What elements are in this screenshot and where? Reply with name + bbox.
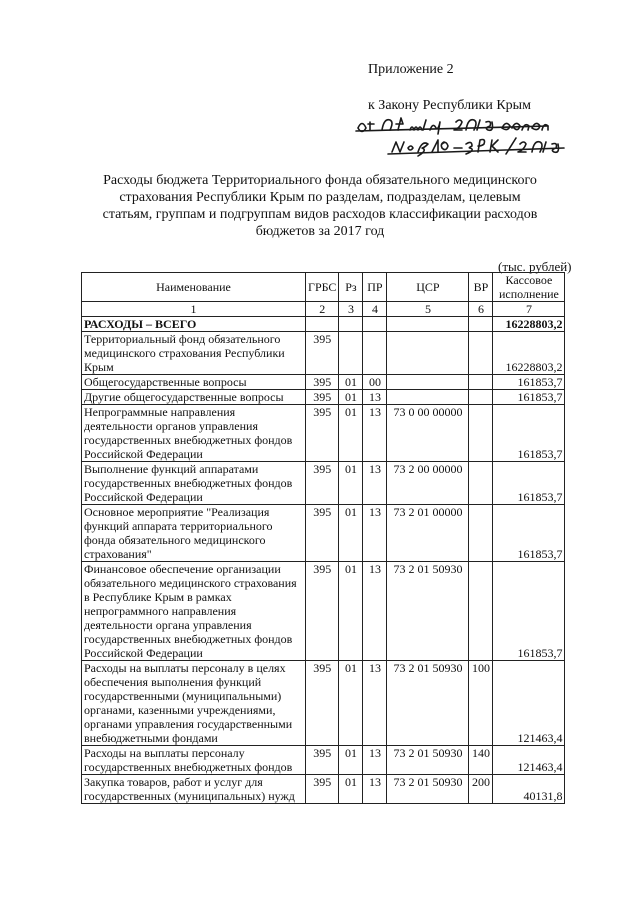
row-grbs-cell: 395 [306, 375, 339, 390]
row-rz-cell: 01 [339, 505, 363, 562]
row-grbs-cell: 395 [306, 405, 339, 462]
row-rz-cell [339, 317, 363, 332]
table-row [82, 405, 565, 462]
row-name-cell: Непрограммные направления деятельности органов управления государственных внебюджетных фондов Российской Федерации [82, 405, 306, 462]
column-header-sum: Кассовое исполнение [493, 273, 565, 302]
row-rz-cell: 01 [339, 462, 363, 505]
column-header-pr: ПР [363, 273, 387, 302]
row-sum-cell: 121463,4 [493, 746, 565, 775]
row-sum-cell: 121463,4 [493, 661, 565, 746]
row-name-cell: Расходы на выплаты персоналу в целях обеспечения выполнения функций государственными (муниципальными) органами, казенными учреждениями, органами управления государственными внебюджетными фондами [82, 661, 306, 746]
row-name-cell: Выполнение функций аппаратами государственных внебюджетных фондов Российской Федерации [82, 462, 306, 505]
column-header-vr: ВР [469, 273, 493, 302]
row-rz-cell: 01 [339, 746, 363, 775]
row-grbs-cell [306, 317, 339, 332]
row-name-cell: Основное мероприятие "Реализация функций аппарата территориального фонда обязательного медицинского страхования" [82, 505, 306, 562]
row-sum-cell: 161853,7 [493, 375, 565, 390]
column-number: 4 [363, 302, 387, 317]
row-vr-cell [469, 462, 493, 505]
row-csr-cell: 73 0 00 00000 [387, 405, 469, 462]
row-vr-cell [469, 505, 493, 562]
column-header-csr: ЦСР [387, 273, 469, 302]
row-csr-cell: 73 2 00 00000 [387, 462, 469, 505]
appendix-header [368, 62, 531, 114]
row-pr-cell: 13 [363, 390, 387, 405]
row-pr-cell: 13 [363, 775, 387, 804]
row-vr-cell [469, 317, 493, 332]
row-grbs-cell: 395 [306, 332, 339, 375]
table-row [82, 317, 565, 332]
row-grbs-cell: 395 [306, 562, 339, 661]
row-pr-cell: 00 [363, 375, 387, 390]
row-sum-cell: 16228803,2 [493, 332, 565, 375]
row-vr-cell: 100 [469, 661, 493, 746]
row-rz-cell: 01 [339, 405, 363, 462]
row-csr-cell: 73 2 01 50930 [387, 746, 469, 775]
column-number: 5 [387, 302, 469, 317]
row-name-cell: Закупка товаров, работ и услуг для государственных (муниципальных) нужд [82, 775, 306, 804]
column-number: 6 [469, 302, 493, 317]
row-name-cell: Общегосударственные вопросы [82, 375, 306, 390]
row-vr-cell: 200 [469, 775, 493, 804]
column-number: 1 [82, 302, 306, 317]
row-csr-cell [387, 375, 469, 390]
row-pr-cell [363, 317, 387, 332]
row-grbs-cell: 395 [306, 390, 339, 405]
row-grbs-cell: 395 [306, 775, 339, 804]
table-header-row [82, 273, 565, 302]
row-csr-cell: 73 2 01 50930 [387, 661, 469, 746]
row-grbs-cell: 395 [306, 505, 339, 562]
row-pr-cell [363, 332, 387, 375]
row-grbs-cell: 395 [306, 661, 339, 746]
expenses-table [81, 272, 565, 804]
row-sum-cell: 161853,7 [493, 405, 565, 462]
document-title: Расходы бюджета Территориального фонда обязательного медицинского страхования Республики Крым по разделам, подразделам, целевым статьям, группам и подгруппам видов расходов классификации расходов бюджетов за 2017 год [102, 173, 538, 239]
row-vr-cell [469, 375, 493, 390]
row-pr-cell: 13 [363, 661, 387, 746]
row-sum-cell: 16228803,2 [493, 317, 565, 332]
table-row [82, 562, 565, 661]
column-header-grbs: ГРБС [306, 273, 339, 302]
row-rz-cell: 01 [339, 661, 363, 746]
table-row [82, 462, 565, 505]
row-rz-cell: 01 [339, 775, 363, 804]
row-name-cell: РАСХОДЫ – ВСЕГО [82, 317, 306, 332]
table-row [82, 390, 565, 405]
units-label: (тыс. рублей) [498, 259, 572, 274]
row-csr-cell: 73 2 01 50930 [387, 562, 469, 661]
table-row [82, 775, 565, 804]
row-sum-cell: 161853,7 [493, 505, 565, 562]
row-pr-cell: 13 [363, 505, 387, 562]
column-header-rz: Рз [339, 273, 363, 302]
row-csr-cell: 73 2 01 50930 [387, 775, 469, 804]
row-name-cell: Финансовое обеспечение организации обязательного медицинского страхования в Республике Крым в рамках непрограммного направления деятельности органа управления государственных внебюджетных фондов Российской Федерации [82, 562, 306, 661]
handwritten-date-and-number [352, 108, 612, 160]
row-vr-cell: 140 [469, 746, 493, 775]
row-csr-cell [387, 332, 469, 375]
column-number: 2 [306, 302, 339, 317]
row-csr-cell: 73 2 01 00000 [387, 505, 469, 562]
row-sum-cell: 161853,7 [493, 462, 565, 505]
row-rz-cell [339, 332, 363, 375]
row-vr-cell [469, 390, 493, 405]
row-vr-cell [469, 332, 493, 375]
row-csr-cell [387, 390, 469, 405]
row-sum-cell: 161853,7 [493, 390, 565, 405]
row-name-cell: Расходы на выплаты персоналу государственных внебюджетных фондов [82, 746, 306, 775]
appendix-law-reference: к Закону Республики Крым [368, 98, 531, 113]
row-sum-cell: 161853,7 [493, 562, 565, 661]
row-rz-cell: 01 [339, 562, 363, 661]
column-number: 7 [493, 302, 565, 317]
row-pr-cell: 13 [363, 462, 387, 505]
row-rz-cell: 01 [339, 390, 363, 405]
column-number-row [82, 302, 565, 317]
table-row [82, 505, 565, 562]
row-vr-cell [469, 405, 493, 462]
row-pr-cell: 13 [363, 405, 387, 462]
row-grbs-cell: 395 [306, 462, 339, 505]
appendix-number: Приложение 2 [368, 62, 454, 77]
table-row [82, 746, 565, 775]
row-rz-cell: 01 [339, 375, 363, 390]
table-row [82, 332, 565, 375]
table-row [82, 661, 565, 746]
row-name-cell: Другие общегосударственные вопросы [82, 390, 306, 405]
row-csr-cell [387, 317, 469, 332]
column-number: 3 [339, 302, 363, 317]
row-vr-cell [469, 562, 493, 661]
row-name-cell: Территориальный фонд обязательного медицинского страхования Республики Крым [82, 332, 306, 375]
row-pr-cell: 13 [363, 562, 387, 661]
handwritten-signature-graphic [352, 108, 612, 160]
table-row [82, 375, 565, 390]
row-sum-cell: 40131,8 [493, 775, 565, 804]
column-header-name: Наименование [82, 273, 306, 302]
row-grbs-cell: 395 [306, 746, 339, 775]
row-pr-cell: 13 [363, 746, 387, 775]
